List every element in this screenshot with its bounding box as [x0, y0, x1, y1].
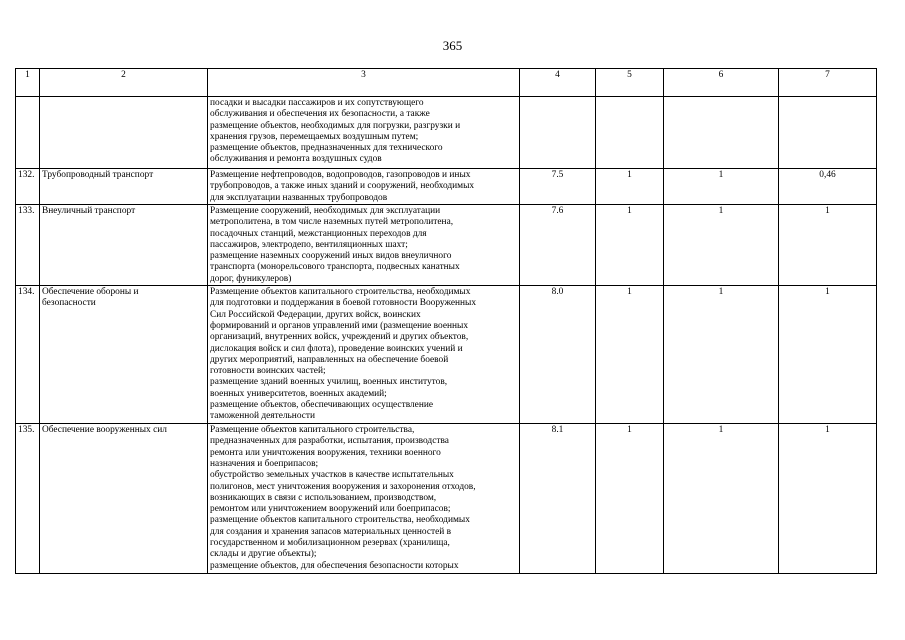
header-cell: 3 — [208, 69, 520, 97]
column-6-value — [664, 97, 779, 169]
land-use-description-line: таможенной деятельности — [210, 411, 316, 422]
land-use-description-line: дорог, фуникулеров) — [210, 273, 292, 284]
land-use-description-line: транспорта (монорельсового транспорта, подвесных канатных — [210, 262, 460, 273]
column-6-value: 1 — [664, 286, 779, 424]
classifier-code: 7.5 — [520, 169, 596, 205]
land-use-description-line: других мероприятий, направленных на обеспечение боевой — [210, 354, 449, 365]
land-use-name — [40, 169, 208, 205]
land-use-description-line: склады и другие объекты); — [210, 549, 317, 560]
land-use-description-line: Размещение объектов капитального строительства, необходимых — [210, 287, 471, 298]
land-use-description-line: Размещение сооружений, необходимых для эксплуатации — [210, 206, 441, 216]
land-use-description-line: предназначенных для разработки, испытания, производства — [210, 436, 449, 447]
column-6-value: 1 — [664, 205, 779, 286]
header-cell: 1 — [16, 69, 40, 97]
land-use-description — [208, 286, 520, 424]
row-number: 135. — [16, 424, 40, 574]
row-number: 134. — [16, 286, 40, 424]
land-use-description-line: размещение объектов, предназначенных для технического — [210, 143, 443, 154]
classifier-code: 8.1 — [520, 424, 596, 574]
header-row — [16, 69, 877, 97]
land-use-description-line: ремонта или уничтожения вооружения, техники военного — [210, 447, 441, 458]
classifier-code — [520, 97, 596, 169]
land-use-description-line: готовности воинских частей; — [210, 366, 326, 377]
land-use-name-line: Обеспечение вооруженных сил — [42, 425, 167, 436]
table-row — [16, 97, 877, 169]
table-row — [16, 286, 877, 424]
header-cell: 6 — [664, 69, 779, 97]
land-use-description-line: пассажиров, электродепо, вентиляционных шахт; — [210, 239, 408, 250]
land-use-name — [40, 97, 208, 169]
land-use-description-line: дислокация войск и сил флота), проведение воинских учений и — [210, 343, 463, 354]
land-use-description — [208, 169, 520, 205]
column-6-value: 1 — [664, 424, 779, 574]
land-use-description-line: размещение зданий военных училищ, военных институтов, — [210, 377, 448, 388]
land-use-description-line: обслуживания и обеспечения их безопасности, а также — [210, 109, 430, 120]
land-use-description-line: назначения и боеприпасов; — [210, 458, 319, 469]
land-use-description-line: размещение объектов капитального строительства, необходимых — [210, 515, 470, 526]
table-row — [16, 205, 877, 286]
land-use-description-line: формирований и органов управлений ими (размещение военных — [210, 320, 469, 331]
row-number: 133. — [16, 205, 40, 286]
land-use-name-line: безопасности — [42, 298, 96, 309]
land-use-table — [15, 68, 877, 574]
column-5-value: 1 — [596, 424, 664, 574]
page-number: 365 — [442, 38, 463, 53]
header-cell: 4 — [520, 69, 596, 97]
land-use-description-line: возникающих в связи с использованием, производством, — [210, 492, 437, 503]
land-use-description-line: Сил Российской Федерации, других войск, воинских — [210, 309, 421, 320]
land-use-description-line: для подготовки и поддержания в боевой готовности Вооруженных — [210, 298, 477, 309]
land-use-description-line: размещение наземных сооружений иных видов внеуличного — [210, 251, 452, 262]
land-use-name — [40, 424, 208, 574]
land-use-description-line: размещение объектов, обеспечивающих осуществление — [210, 400, 434, 411]
column-5-value — [596, 97, 664, 169]
column-7-value: 1 — [779, 286, 877, 424]
land-use-description-line: для создания и хранения запасов материальных ценностей в — [210, 526, 452, 537]
classifier-code: 7.6 — [520, 205, 596, 286]
land-use-name-line: Внеуличный транспорт — [42, 206, 136, 216]
table-row — [16, 424, 877, 574]
land-use-description-line: военных университетов, военных академий; — [210, 388, 387, 399]
header-cell: 5 — [596, 69, 664, 97]
land-use-description-line: хранения грузов, перемещаемых воздушным путем; — [210, 131, 419, 142]
land-use-description-line: организаций, внутренних войск, учреждений и других объектов, — [210, 332, 469, 343]
land-use-description — [208, 424, 520, 574]
land-use-description — [208, 97, 520, 169]
land-use-description-line: метрополитена, в том числе наземных путей метрополитена, — [210, 217, 454, 228]
land-use-description-line: обустройство земельных участков в качестве испытательных — [210, 470, 454, 481]
land-use-description-line: размещение объектов, необходимых для погрузки, разгрузки и — [210, 120, 461, 131]
land-use-name-line: Обеспечение обороны и — [42, 287, 139, 298]
land-use-name — [40, 286, 208, 424]
land-use-description-line: посадки и высадки пассажиров и их сопутствующего — [210, 98, 424, 108]
land-use-description-line: размещение объектов, для обеспечения безопасности которых — [210, 560, 459, 571]
land-use-name-line: Трубопроводный транспорт — [42, 170, 154, 180]
header-cell: 2 — [40, 69, 208, 97]
column-6-value: 1 — [664, 169, 779, 205]
column-5-value: 1 — [596, 286, 664, 424]
row-number: 132. — [16, 169, 40, 205]
land-use-description — [208, 205, 520, 286]
land-use-description-line: посадочных станций, межстанционных переходов для — [210, 228, 427, 239]
land-use-description-line: полигонов, мест уничтожения вооружения и захоронения отходов, — [210, 481, 476, 492]
row-number — [16, 97, 40, 169]
column-5-value: 1 — [596, 169, 664, 205]
land-use-description-line: обслуживания и ремонта воздушных судов — [210, 154, 382, 165]
header-cell: 7 — [779, 69, 877, 97]
table-row — [16, 169, 877, 205]
land-use-description-line: ремонтом или уничтожением вооружений или боеприпасов; — [210, 504, 451, 515]
column-7-value: 0,46 — [779, 169, 877, 205]
column-7-value — [779, 97, 877, 169]
land-use-description-line: Размещение нефтепроводов, водопроводов, газопроводов и иных — [210, 170, 471, 180]
land-use-name — [40, 205, 208, 286]
classifier-code: 8.0 — [520, 286, 596, 424]
land-use-description-line: государственном и мобилизационном резервах (хранилища, — [210, 538, 450, 549]
column-7-value: 1 — [779, 205, 877, 286]
column-5-value: 1 — [596, 205, 664, 286]
land-use-description-line: Размещение объектов капитального строительства, — [210, 425, 415, 436]
column-7-value: 1 — [779, 424, 877, 574]
land-use-description-line: для эксплуатации названных трубопроводов — [210, 192, 388, 203]
land-use-description-line: трубопроводов, а также иных зданий и сооружений, необходимых — [210, 181, 475, 192]
